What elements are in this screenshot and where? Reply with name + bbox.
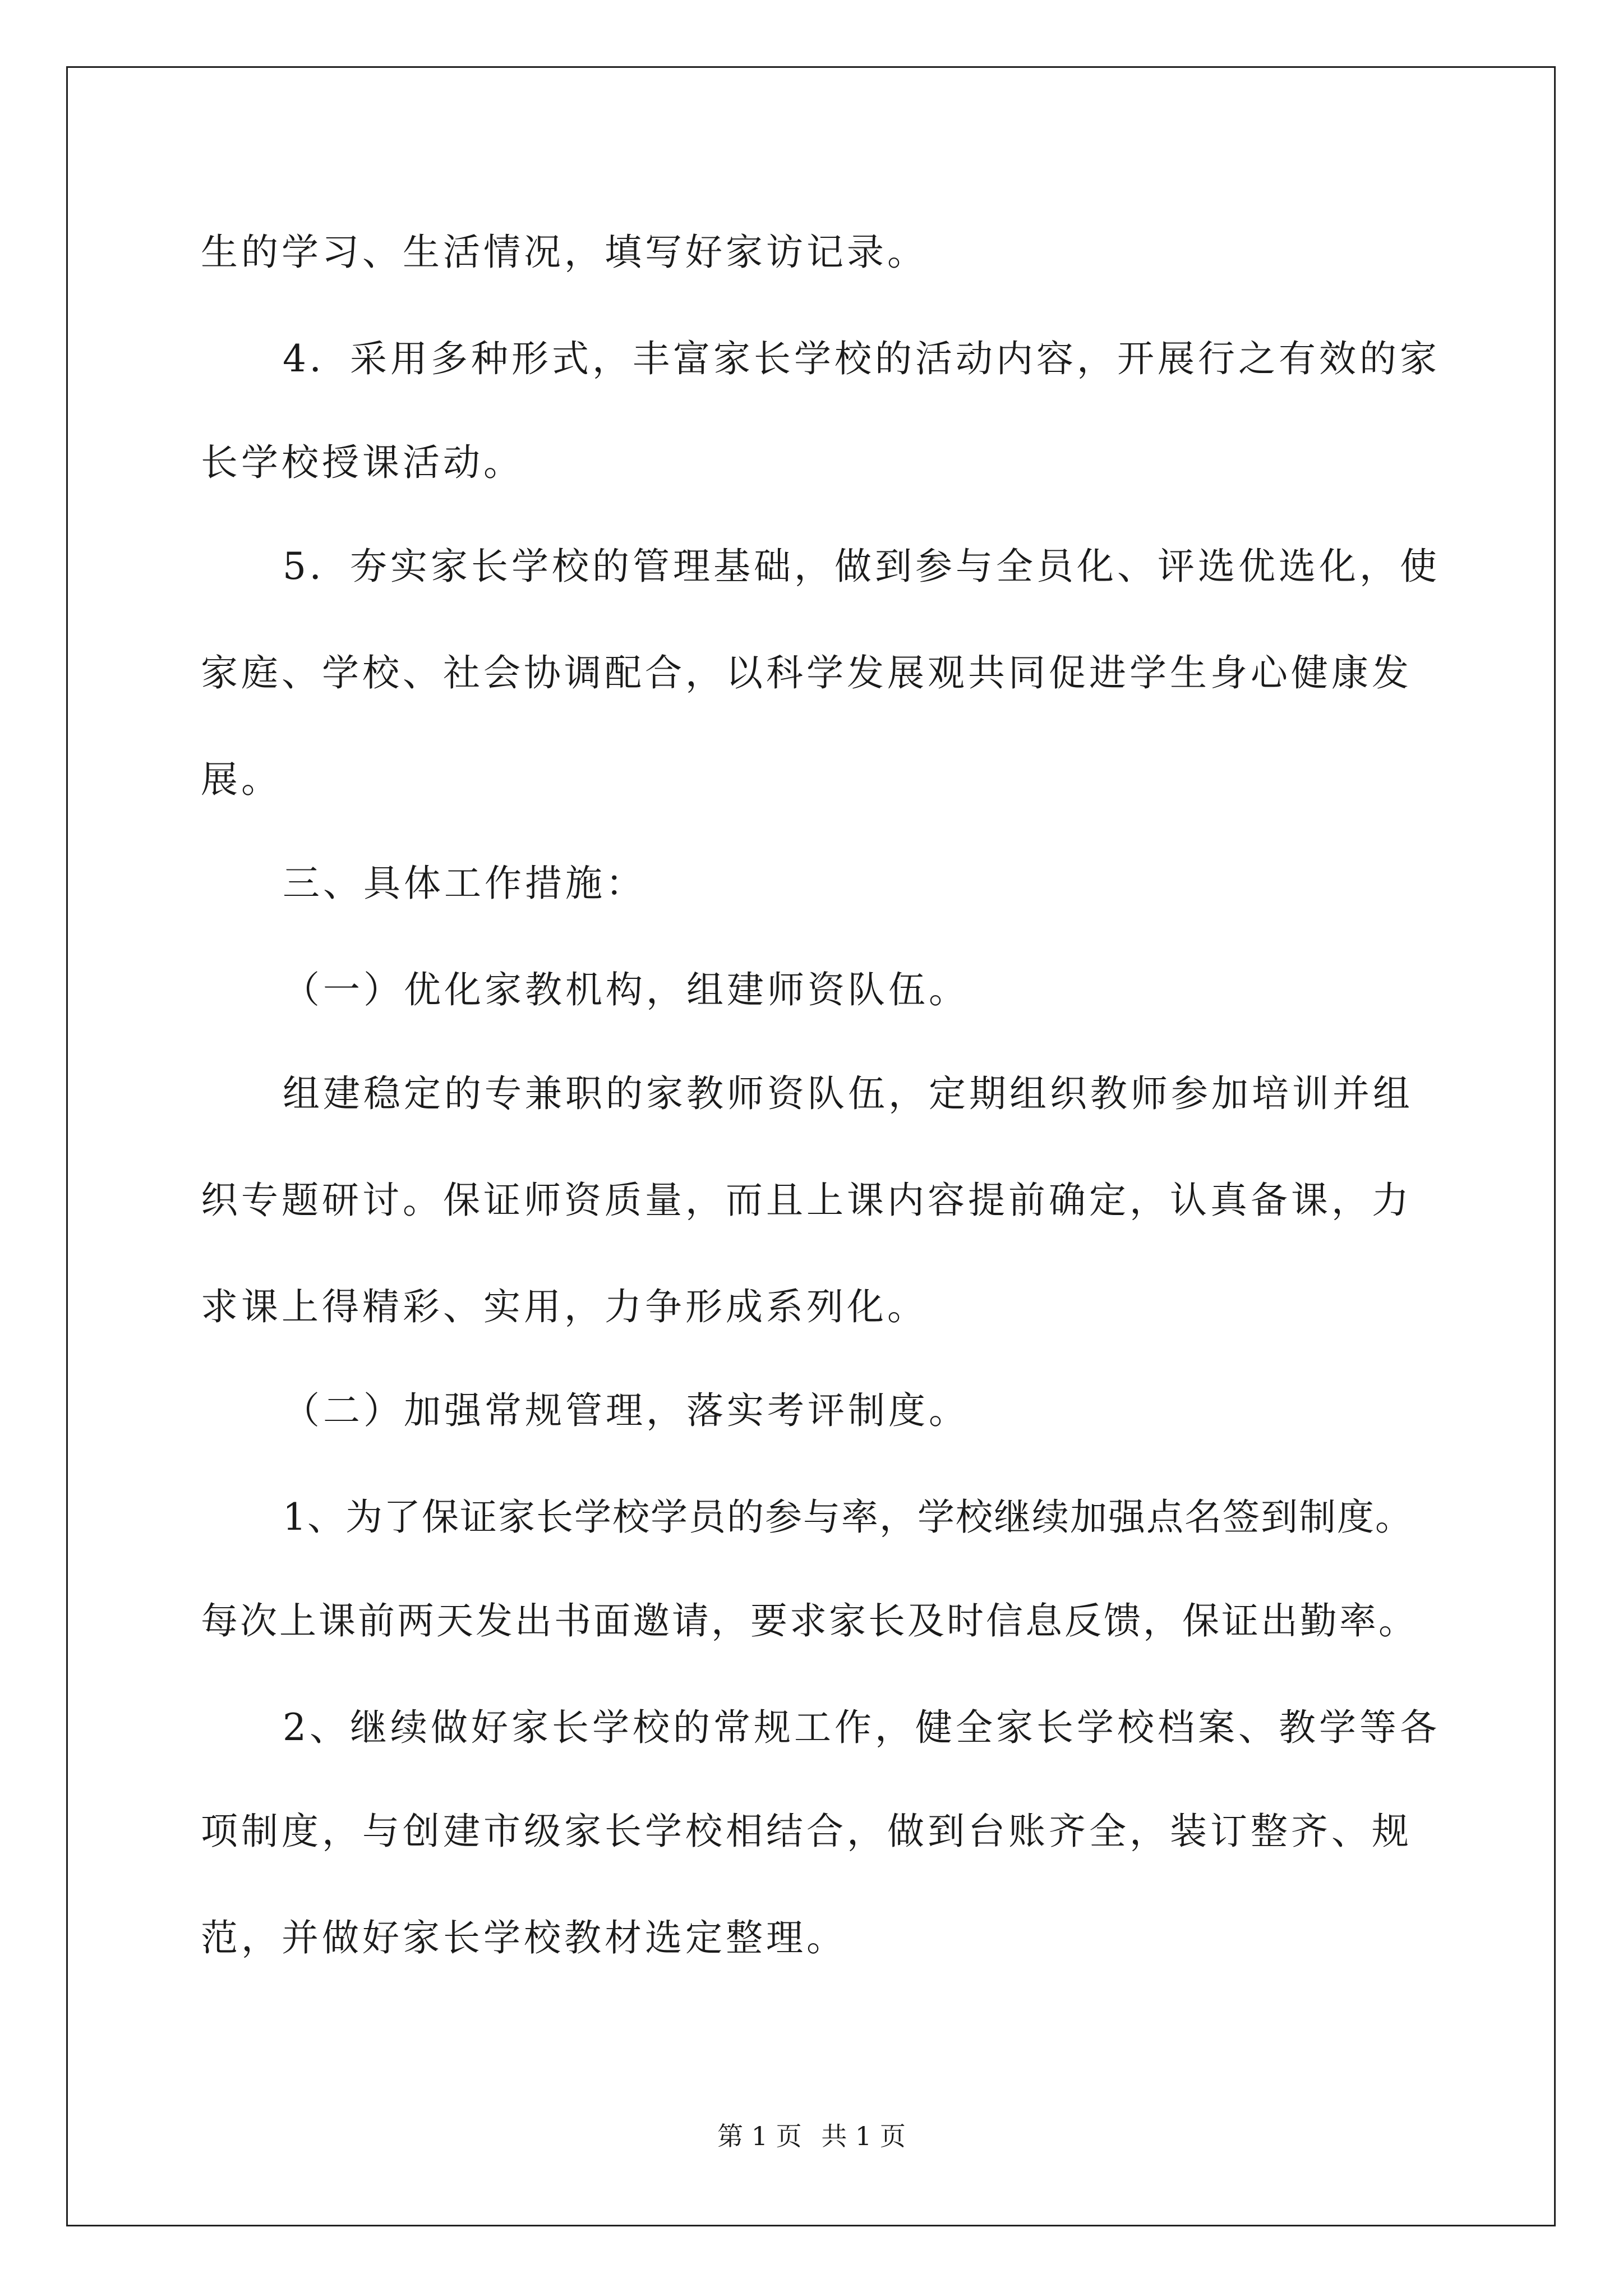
text-line: 生的学习、生活情况，填写好家访记录。 (201, 231, 928, 274)
text-line: 求课上得精彩、实用，力争形成系列化。 (201, 1285, 928, 1328)
text-line: 长学校授课活动。 (201, 441, 524, 484)
subsection-heading: （二）加强常规管理，落实考评制度。 (283, 1389, 969, 1432)
text-line: 项制度，与创建市级家长学校相结合，做到台账齐全，装订整齐、规 (201, 1810, 1412, 1853)
text-line: 1、为了保证家长学校学员的参与率，学校继续加强点名签到制度。 (283, 1496, 1413, 1539)
text-line: 5．夯实家长学校的管理基础，做到参与全员化、评选优选化，使 (283, 545, 1440, 588)
text-line: 2、继续做好家长学校的常规工作，健全家长学校档案、教学等各 (283, 1706, 1440, 1749)
text-line: 每次上课前两天发出书面邀请，要求家长及时信息反馈，保证出勤率。 (201, 1599, 1418, 1642)
text-line: 家庭、学校、社会协调配合，以科学发展观共同促进学生身心健康发 (201, 651, 1412, 694)
page-total: 共 1 页 (821, 2121, 906, 2151)
text-line: 织专题研讨。保证师资质量，而且上课内容提前确定，认真备课，力 (201, 1179, 1412, 1222)
page-footer (0, 2119, 1623, 2153)
text-line: 4．采用多种形式，丰富家长学校的活动内容，开展行之有效的家 (283, 337, 1440, 380)
section-heading: 三、具体工作措施： (283, 862, 646, 905)
page-border (66, 66, 1556, 2226)
subsection-heading: （一）优化家教机构，组建师资队伍。 (283, 968, 969, 1011)
text-line: 组建稳定的专兼职的家教师资队伍，定期组织教师参加培训并组 (283, 1072, 1413, 1115)
page-number: 第 1 页 (717, 2121, 802, 2151)
text-line: 展。 (201, 758, 282, 801)
text-line: 范，并做好家长学校教材选定整理。 (201, 1916, 847, 1959)
